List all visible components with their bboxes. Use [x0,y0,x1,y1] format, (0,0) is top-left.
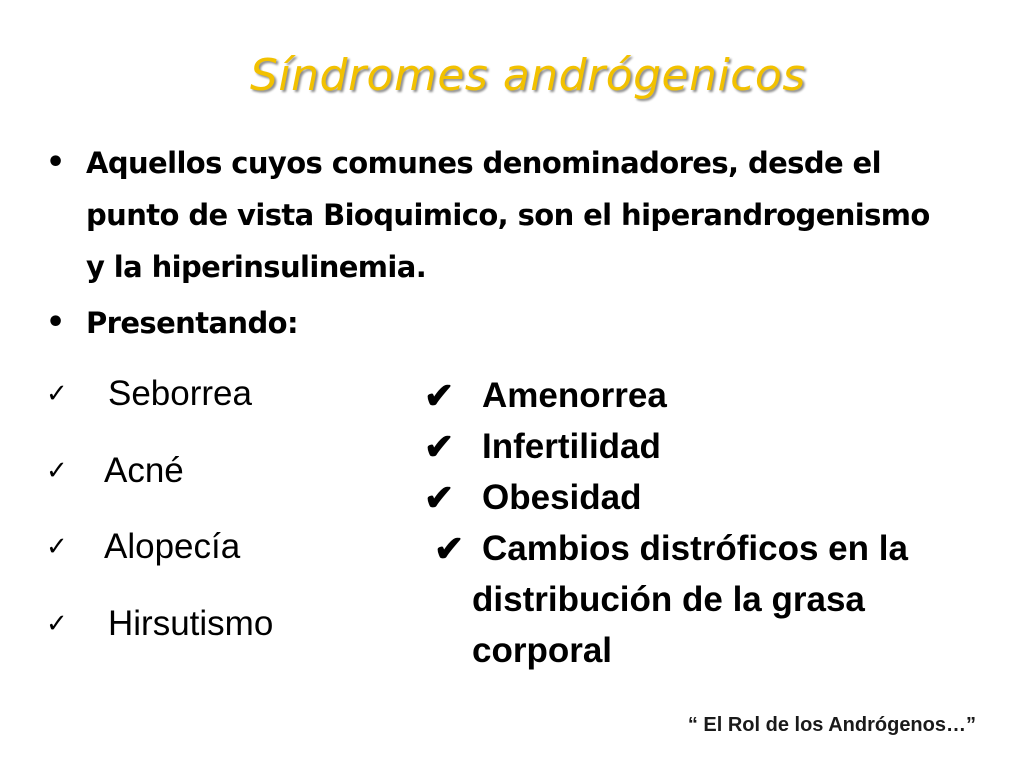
list-item-label: Acné [104,451,184,490]
checkmark-icon: ✓ [46,531,68,561]
bullet-item [44,137,946,293]
list-item [424,421,964,472]
list-item-label: Amenorrea [482,376,667,415]
footer-citation: “ El Rol de los Andrógenos…” [687,714,976,736]
bullet-text: Aquellos cuyos comunes denominadores, desde el punto de vista Bioquimico, son el hiperandrogenismo y la hiperinsulinemia. [86,146,930,284]
bullet-icon: • [46,145,65,180]
bullet-item [44,297,944,349]
list-item-label: Seborrea [108,374,252,413]
list-item [424,370,964,421]
list-item-label: Cambios distróficos en la distribución de la grasa corporal [472,529,908,670]
checkmark-icon: ✔ [424,477,455,518]
slide-title: Síndromes andrógenicos [250,50,806,101]
bullet-icon: • [46,305,65,340]
list-item-label: Alopecía [104,527,241,566]
checkmark-icon: ✔ [424,375,455,416]
symptom-list-right [424,370,964,676]
bullet-list [44,137,944,349]
checkmark-icon: ✔ [424,426,455,467]
checkmark-icon: ✔ [434,528,465,569]
checkmark-icon: ✓ [46,455,68,485]
list-item [424,472,964,523]
list-item-label: Infertilidad [482,427,661,466]
bullet-text: Presentando: [86,306,298,340]
list-item-label: Obesidad [482,478,642,517]
checkmark-icon: ✓ [46,378,68,408]
list-item [424,523,964,676]
list-item-label: Hirsutismo [108,604,274,643]
checkmark-icon: ✓ [46,608,68,638]
